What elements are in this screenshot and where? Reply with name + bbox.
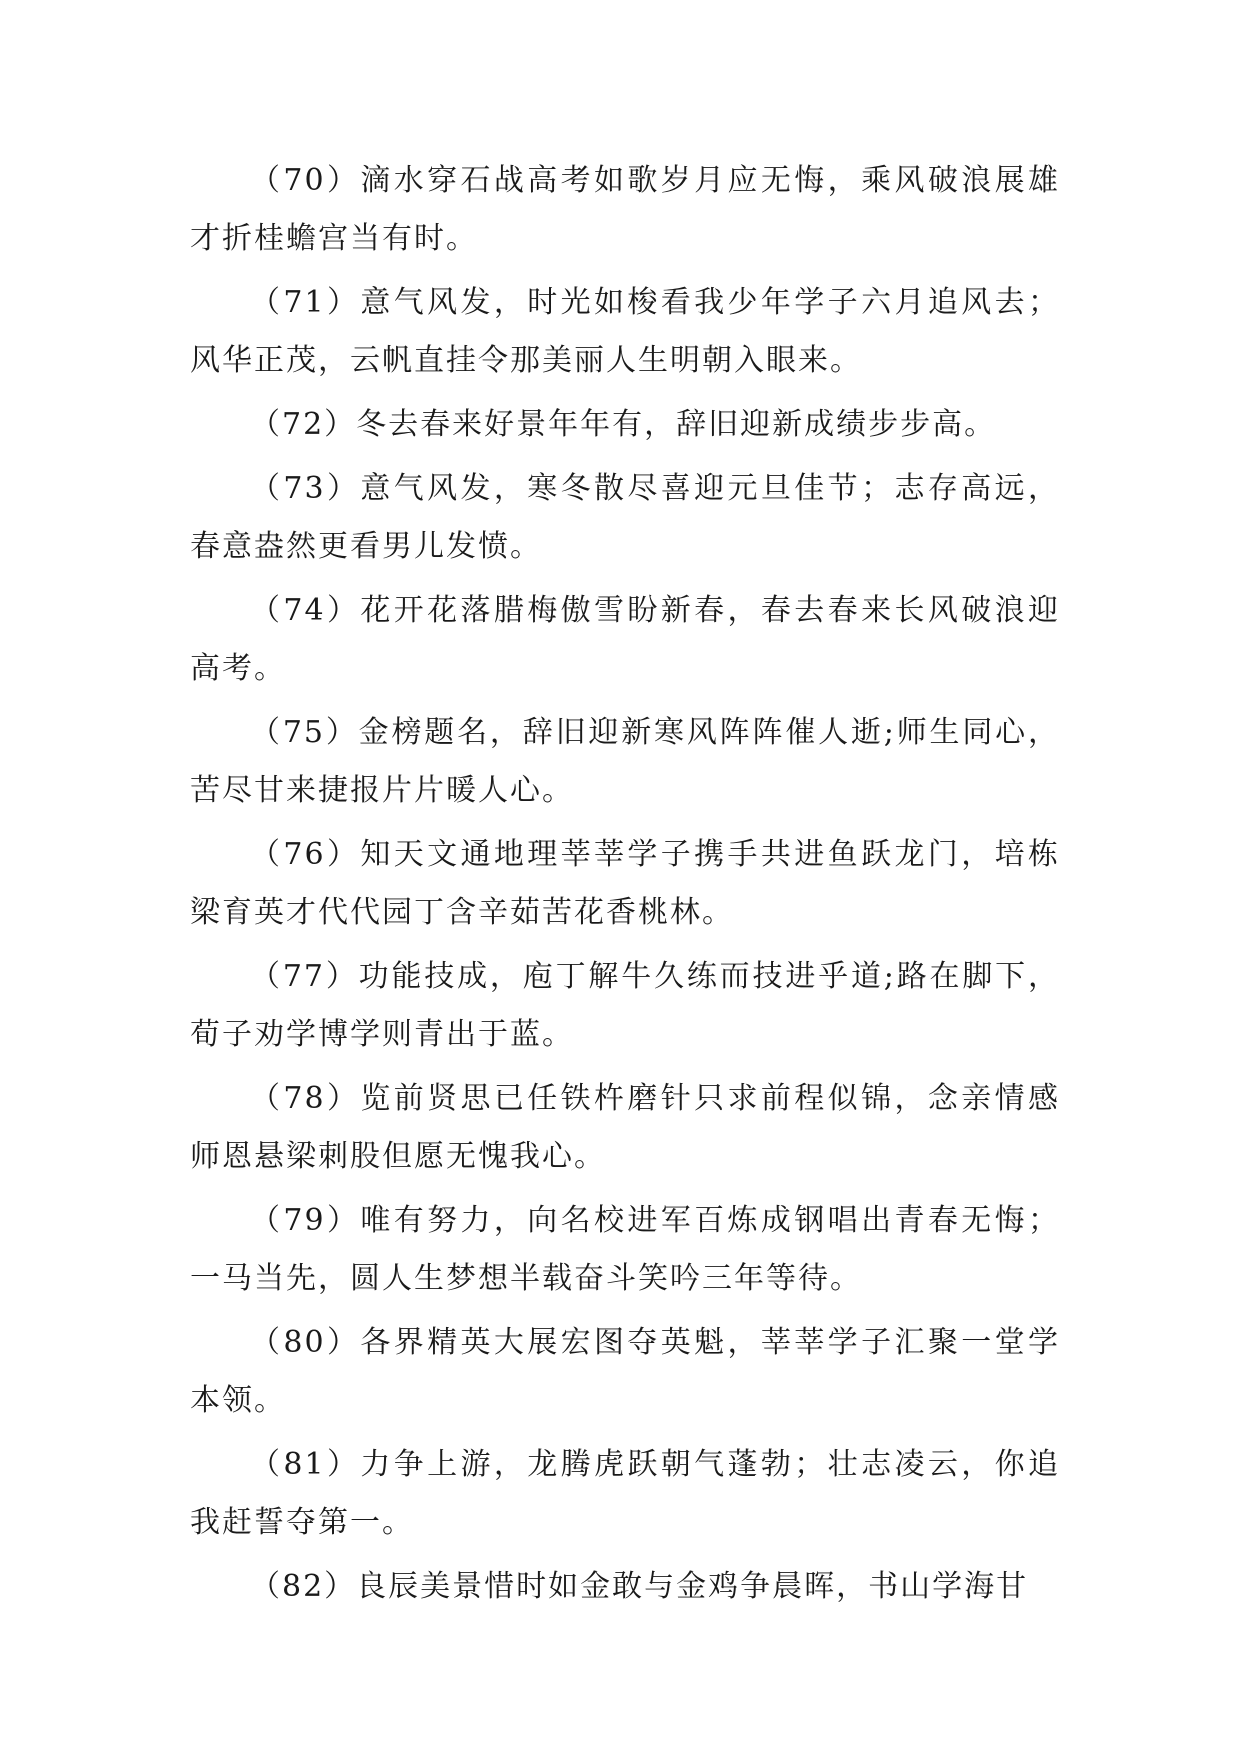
paragraph-78: （78）览前贤思已任铁杵磨针只求前程似锦，念亲情感师恩悬梁刺股但愿无愧我心。	[190, 1081, 1060, 1174]
paragraph-79: （79）唯有努力，向名校进军百炼成钢唱出青春无悔；一马当先，圆人生梦想半载奋斗笑吟三年等待。	[190, 1203, 1060, 1296]
paragraph-80: （80）各界精英大展宏图夺英魁，莘莘学子汇聚一堂学本领。	[190, 1325, 1060, 1418]
paragraph-75: （75）金榜题名，辞旧迎新寒风阵阵催人逝;师生同心，苦尽甘来捷报片片暖人心。	[190, 715, 1060, 808]
document-body	[190, 152, 1060, 1622]
paragraph-74: （74）花开花落腊梅傲雪盼新春，春去春来长风破浪迎高考。	[190, 593, 1060, 686]
paragraph-82: （82）良辰美景惜时如金敢与金鸡争晨晖，书山学海甘	[250, 1569, 1029, 1604]
paragraph-77: （77）功能技成，庖丁解牛久练而技进乎道;路在脚下，荀子劝学博学则青出于蓝。	[190, 959, 1060, 1052]
paragraph-76: （76）知天文通地理莘莘学子携手共进鱼跃龙门，培栋梁育英才代代园丁含辛茹苦花香桃林。	[190, 837, 1060, 930]
paragraph-71: （71）意气风发，时光如梭看我少年学子六月追风去；风华正茂，云帆直挂令那美丽人生明朝入眼来。	[190, 285, 1060, 378]
paragraph-70: （70）滴水穿石战高考如歌岁月应无悔，乘风破浪展雄才折桂蟾宫当有时。	[190, 163, 1060, 256]
paragraph-81: （81）力争上游，龙腾虎跃朝气蓬勃；壮志凌云，你追我赶誓夺第一。	[190, 1447, 1060, 1540]
paragraph-72: （72）冬去春来好景年年有，辞旧迎新成绩步步高。	[250, 407, 997, 442]
paragraph-73: （73）意气风发，寒冬散尽喜迎元旦佳节；志存高远，春意盎然更看男儿发愤。	[190, 471, 1060, 564]
